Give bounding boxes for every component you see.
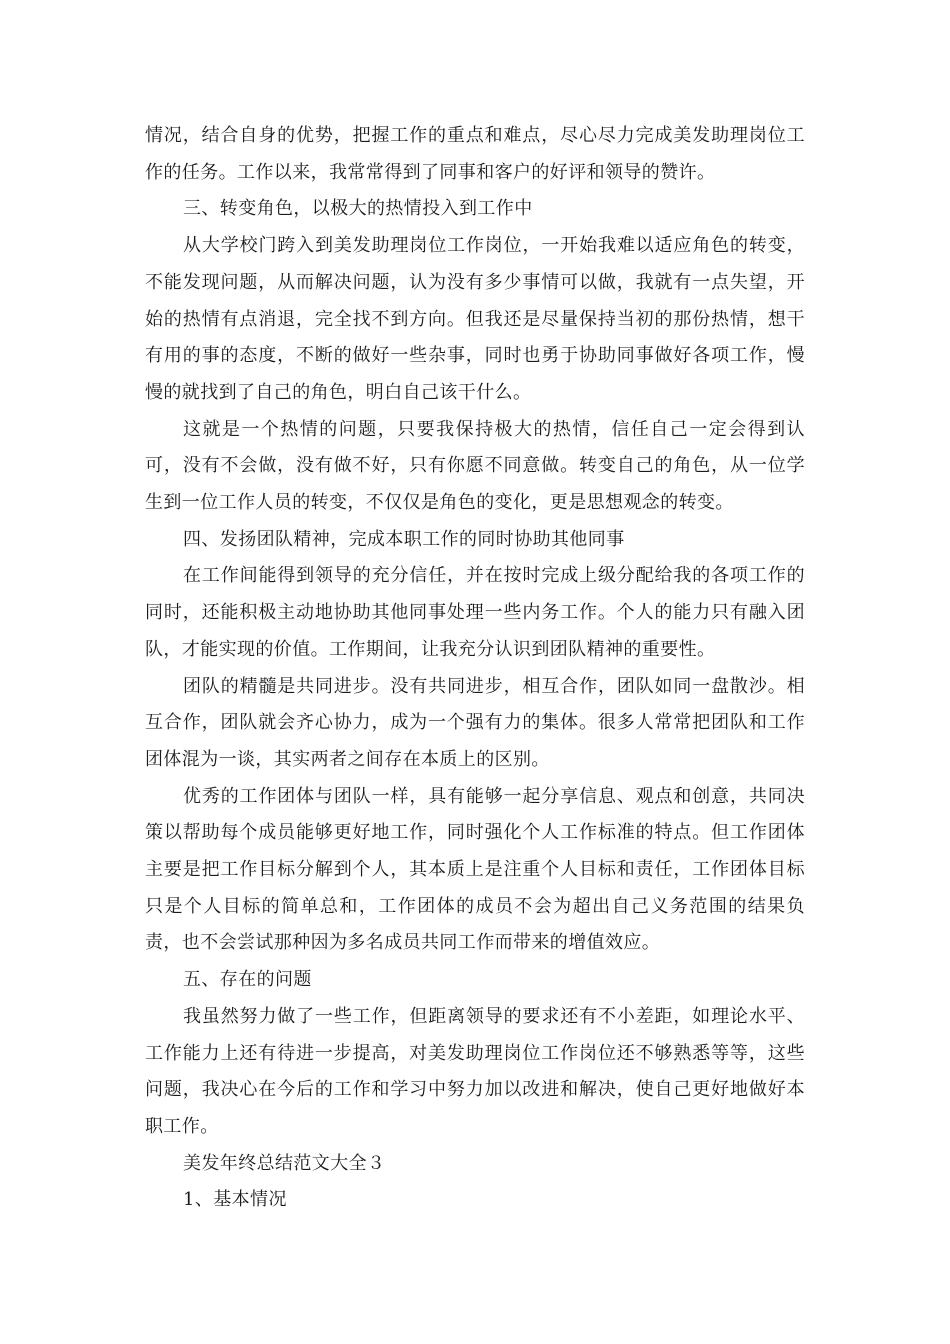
- paragraph: 这就是一个热情的问题，只要我保持极大的热情，信任自己一定会得到认可，没有不会做，没有做不好，只有你愿不同意做。转变自己的角色，从一位学生到一位工作人员的转变，不仅仅是角色的变化，更是思想观念的转变。: [145, 418, 805, 514]
- section-heading-5: 五、存在的问题: [183, 969, 312, 991]
- paragraph: 从大学校门跨入到美发助理岗位工作岗位，一开始我难以适应角色的转变，不能发现问题，从而解决问题，认为没有多少事情可以做，我就有一点失望，开始的热情有点消退，完全找不到方向。但我还是尽量保持当初的那份热情，想干有用的事的态度，不断的做好一些杂事，同时也勇于协助同事做好各项工作，慢慢的就找到了自己的角色，明白自己该干什么。: [145, 235, 805, 403]
- section-heading-3: 三、转变角色，以极大的热情投入到工作中: [183, 198, 533, 220]
- section-heading-4: 四、发扬团队精神，完成本职工作的同时协助其他同事: [183, 528, 625, 550]
- paragraph: 我虽然努力做了一些工作，但距离领导的要求还有不小差距，如理论水平、工作能力上还有待进一步提高，对美发助理岗位工作岗位还不够熟悉等等，这些问题，我决心在今后的工作和学习中努力加以改进和解决，使自己更好地做好本职工作。: [145, 1005, 805, 1137]
- paragraph: 团队的精髓是共同进步。没有共同进步，相互合作，团队如同一盘散沙。相互合作，团队就会齐心协力，成为一个强有力的集体。很多人常常把团队和工作团体混为一谈，其实两者之间存在本质上的区别。: [145, 675, 805, 770]
- paragraph-continuation: 情况，结合自身的优势，把握工作的重点和难点，尽心尽力完成美发助理岗位工作的任务。工作以来，我常常得到了同事和客户的好评和领导的赞许。: [145, 125, 805, 183]
- document-body: [145, 118, 805, 1219]
- article-title: 美发年终总结范文大全３: [183, 1152, 386, 1174]
- paragraph: 在工作间能得到领导的充分信任，并在按时完成上级分配给我的各项工作的同时，还能积极主动地协助其他同事处理一些内务工作。个人的能力只有融入团队，才能实现的价值。工作期间，让我充分认识到团队精神的重要性。: [145, 565, 805, 660]
- paragraph: 优秀的工作团体与团队一样，具有能够一起分享信息、观点和创意，共同决策以帮助每个成员能够更好地工作，同时强化个人工作标准的特点。但工作团体主要是把工作目标分解到个人，其本质上是注重个人目标和责任，工作团体目标只是个人目标的简单总和，工作团体的成员不会为超出自己义务范围的结果负责，也不会尝试那种因为多名成员共同工作而带来的增值效应。: [145, 785, 805, 954]
- subsection-heading: 1、基本情况: [183, 1189, 287, 1211]
